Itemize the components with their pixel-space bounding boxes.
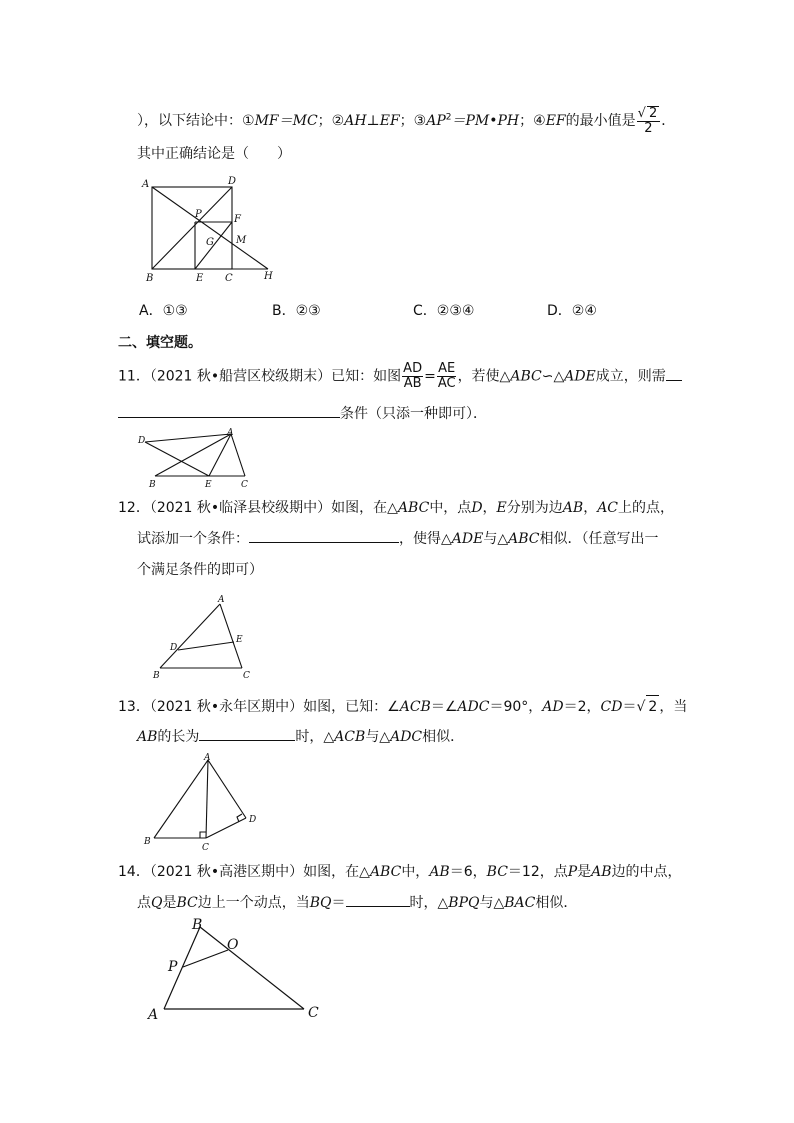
q12-line2: 试添加一个条件： ，使得△ADE与△ABC相似．（任意写出一 <box>137 528 659 550</box>
q11-figure <box>135 428 265 490</box>
q13-line1: 13．（2021 秋•永年区期中）如图，已知：∠ACB＝∠ADC＝90°，AD＝2，CD＝√ 2 ，当 <box>118 695 687 718</box>
q10-option-b[interactable]: B．②③ <box>272 303 321 319</box>
label-a: A <box>204 753 211 763</box>
q10-statement-line2: 其中正确结论是（ ） <box>137 146 291 162</box>
label-p: P <box>195 209 202 220</box>
diagonal-db <box>152 187 232 269</box>
label-e: E <box>236 635 243 645</box>
sqrt2-over-2-fraction: $\frac{√ 2}{2}$ <box>637 106 661 136</box>
q12-line1: 12．（2021 秋•临泽县校级期中）如图，在△ABC中，点D，E分别为边AB，AC上的点， <box>118 500 675 516</box>
q11-line2: 条件（只添一种即可）． <box>118 403 487 425</box>
label-c: C <box>202 843 209 852</box>
label-d: D <box>138 436 146 446</box>
q13-figure <box>140 752 270 852</box>
label-b: B <box>144 837 151 847</box>
label-d: D <box>249 815 257 825</box>
fraction-ad-ab: $\frac{AD}{AB}$ <box>403 361 423 391</box>
label-d: D <box>228 176 237 187</box>
label-e: E <box>205 480 212 490</box>
label-b: B <box>146 273 154 284</box>
q14-answer-blank[interactable] <box>346 892 410 907</box>
q11-answer-blank-part1[interactable] <box>666 366 682 381</box>
q14-line2: 点Q是BC边上一个动点，当BQ＝ 时，△BPQ与△BAC相似． <box>137 892 577 914</box>
label-a: A <box>142 179 150 190</box>
q10-statement-line1: ），以下结论中：①MF＝MC；②AH⊥EF；$③AP^2=PM•PH$；④EF的最小值是 $\frac{√ 2}{2}$ ． <box>137 106 676 136</box>
label-b: B <box>149 480 156 490</box>
fraction-ae-ac: $\frac{AE}{AC}$ <box>437 361 456 391</box>
label-g: G <box>206 237 214 248</box>
label-b: B <box>192 917 203 933</box>
q12-line3: 个满足条件的即可） <box>137 562 263 578</box>
q14-figure <box>140 915 330 1025</box>
q11-line1: 11．（2021 秋•船营区校级期末）已知：如图 $\frac{AD}{AB}$ = $\frac{AE}{AC}$ ，若使△ABC∽△ADE成立，则需 <box>118 362 682 391</box>
label-f: F <box>234 214 241 225</box>
section-heading: 二、填空题。 <box>118 335 202 351</box>
label-a: A <box>227 428 234 438</box>
label-a: A <box>218 595 225 605</box>
q14-line1: 14．（2021 秋•高港区期中）如图，在△ABC中，AB＝6，BC＝12，点P是AB边的中点， <box>118 864 682 880</box>
q10-option-d[interactable]: D．②④ <box>547 303 597 319</box>
label-a: A <box>148 1007 159 1023</box>
label-c: C <box>225 273 233 284</box>
q13-answer-blank[interactable] <box>199 726 295 741</box>
q12-answer-blank[interactable] <box>249 528 399 543</box>
q11-answer-blank[interactable] <box>118 403 340 418</box>
q10-square-figure <box>140 175 280 285</box>
label-p: P <box>168 959 178 975</box>
label-d: D <box>170 643 178 653</box>
label-h: H <box>264 271 273 282</box>
label-m: M <box>236 235 247 246</box>
q10-option-c[interactable]: C．②③④ <box>413 303 475 319</box>
label-c: C <box>241 480 248 490</box>
label-b: B <box>153 671 160 681</box>
label-e: E <box>196 273 204 284</box>
q12-figure <box>148 592 258 682</box>
label-o: O <box>227 937 239 953</box>
segment-ah <box>152 187 268 269</box>
q13-line2: AB的长为 时，△ACB与△ADC相似． <box>137 726 464 748</box>
label-c: C <box>308 1005 319 1021</box>
q10-option-a[interactable]: A．①③ <box>139 303 188 319</box>
right-angle-c <box>200 832 206 838</box>
label-c: C <box>243 671 250 681</box>
